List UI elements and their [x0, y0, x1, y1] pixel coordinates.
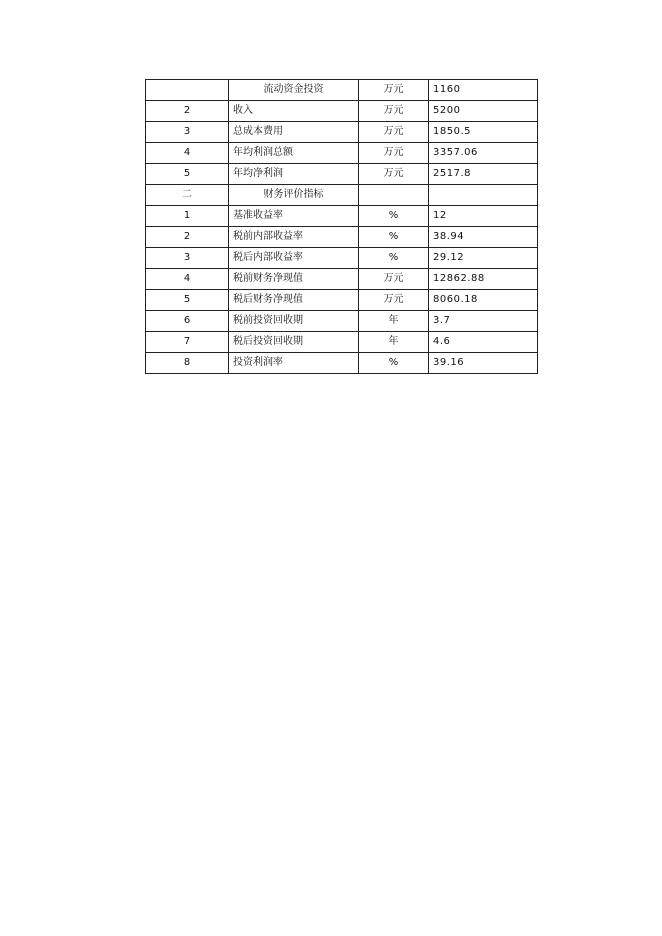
row-number: 3: [146, 248, 229, 269]
row-number: 3: [146, 122, 229, 143]
table-row: [146, 143, 538, 164]
row-value: 2517.8: [429, 164, 538, 185]
table-row: [146, 164, 538, 185]
row-value: 29.12: [429, 248, 538, 269]
table-body: [146, 80, 538, 374]
table-row: [146, 206, 538, 227]
row-value: 3357.06: [429, 143, 538, 164]
row-item: 收入: [229, 101, 359, 122]
row-number: 2: [146, 227, 229, 248]
table-row: [146, 122, 538, 143]
row-item: 税后投资回收期: [229, 332, 359, 353]
table-row: [146, 248, 538, 269]
row-number: 2: [146, 101, 229, 122]
row-unit: 万元: [359, 80, 429, 101]
row-value: 12: [429, 206, 538, 227]
row-unit: 年: [359, 311, 429, 332]
table-row: [146, 311, 538, 332]
row-item: 税后内部收益率: [229, 248, 359, 269]
row-number: 8: [146, 353, 229, 374]
row-value: [429, 185, 538, 206]
row-item: 流动资金投资: [229, 80, 359, 101]
row-item: 税前财务净现值: [229, 269, 359, 290]
row-item: 投资利润率: [229, 353, 359, 374]
row-number: 1: [146, 206, 229, 227]
table-row: [146, 269, 538, 290]
row-unit: %: [359, 248, 429, 269]
row-value: 5200: [429, 101, 538, 122]
row-value: 4.6: [429, 332, 538, 353]
row-item: 税前投资回收期: [229, 311, 359, 332]
row-unit: 万元: [359, 164, 429, 185]
row-value: 1160: [429, 80, 538, 101]
row-number: 4: [146, 269, 229, 290]
row-item: 基准收益率: [229, 206, 359, 227]
row-value: 8060.18: [429, 290, 538, 311]
row-value: 38.94: [429, 227, 538, 248]
row-unit: %: [359, 227, 429, 248]
table-row: [146, 185, 538, 206]
row-number: 5: [146, 290, 229, 311]
table-row: [146, 353, 538, 374]
row-unit: 万元: [359, 290, 429, 311]
row-number: 6: [146, 311, 229, 332]
row-unit: 万元: [359, 143, 429, 164]
row-number: 5: [146, 164, 229, 185]
financial-indicators-table: [145, 79, 538, 374]
row-unit: 年: [359, 332, 429, 353]
row-unit: 万元: [359, 269, 429, 290]
row-item: 年均净利润: [229, 164, 359, 185]
row-number: 二: [146, 185, 229, 206]
table-row: [146, 290, 538, 311]
row-item: 年均利润总额: [229, 143, 359, 164]
row-item: 总成本费用: [229, 122, 359, 143]
row-number: 4: [146, 143, 229, 164]
row-number: 7: [146, 332, 229, 353]
row-item: 税前内部收益率: [229, 227, 359, 248]
row-value: 1850.5: [429, 122, 538, 143]
row-unit: [359, 185, 429, 206]
table-row: [146, 101, 538, 122]
row-unit: %: [359, 206, 429, 227]
table-row: [146, 227, 538, 248]
row-number: [146, 80, 229, 101]
table-row: [146, 332, 538, 353]
row-unit: %: [359, 353, 429, 374]
row-item: 财务评价指标: [229, 185, 359, 206]
row-value: 39.16: [429, 353, 538, 374]
row-unit: 万元: [359, 122, 429, 143]
row-value: 12862.88: [429, 269, 538, 290]
row-unit: 万元: [359, 101, 429, 122]
row-value: 3.7: [429, 311, 538, 332]
table-row: [146, 80, 538, 101]
row-item: 税后财务净现值: [229, 290, 359, 311]
